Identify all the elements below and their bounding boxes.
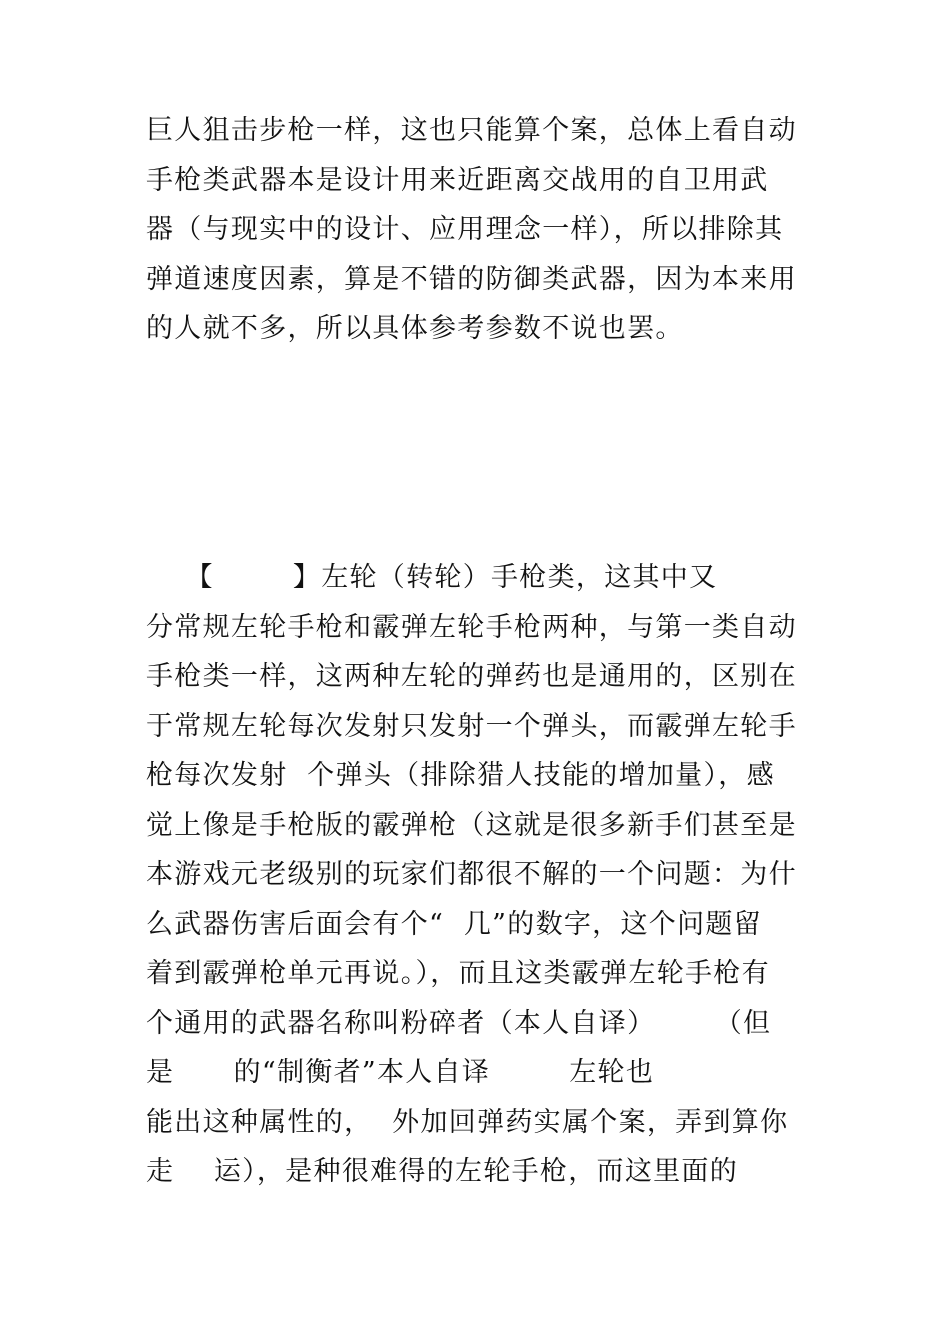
text-line: 着到霰弹枪单元再说。），而且这类霰弹左轮手枪有 [146, 958, 770, 989]
paragraph-1 [146, 106, 816, 354]
text-line: 手枪类一样，这两种左轮的弹药也是通用的，区别在 [146, 661, 797, 692]
text-line: 分常规左轮手枪和霰弹左轮手枪两种，与第一类自动 [146, 611, 797, 643]
text-line: 走 运），是种很难得的左轮手枪，而这里面的 [146, 1156, 739, 1187]
text-line: 弹道速度因素，算是不错的防御类武器，因为本来用 [146, 263, 797, 295]
text-line: 么武器伤害后面会有个“ 几”的数字，这个问题留 [146, 908, 762, 940]
paragraph-2 [146, 553, 816, 1197]
text-line: 能出这种属性的， 外加回弹药实属个案，弄到算你 [146, 1106, 789, 1138]
text-line: 手枪类武器本是设计用来近距离交战用的自卫用武 [146, 164, 769, 196]
text-line: 枪每次发射 个弹头（排除猎人技能的增加量），感 [146, 760, 775, 791]
text-line: 个通用的武器名称叫粉碎者（本人自译） （但 [146, 1007, 772, 1039]
text-line: 【 】左轮（转轮）手枪类，这其中又 [146, 562, 718, 593]
text-line: 器（与现实中的设计、应用理念一样），所以排除其 [146, 214, 784, 245]
text-line: 是 的“制衡者”本人自译 左轮也 [146, 1057, 655, 1088]
text-line: 巨人狙击步枪一样，这也只能算个案，总体上看自动 [146, 115, 797, 146]
text-line: 觉上像是手枪版的霰弹枪（这就是很多新手们甚至是 [146, 809, 797, 841]
text-line: 于常规左轮每次发射只发射一个弹头，而霰弹左轮手 [146, 710, 797, 742]
text-line: 的人就不多，所以具体参考参数不说也罢。 [146, 313, 684, 344]
text-line: 本游戏元老级别的玩家们都很不解的一个问题：为什 [146, 859, 797, 890]
